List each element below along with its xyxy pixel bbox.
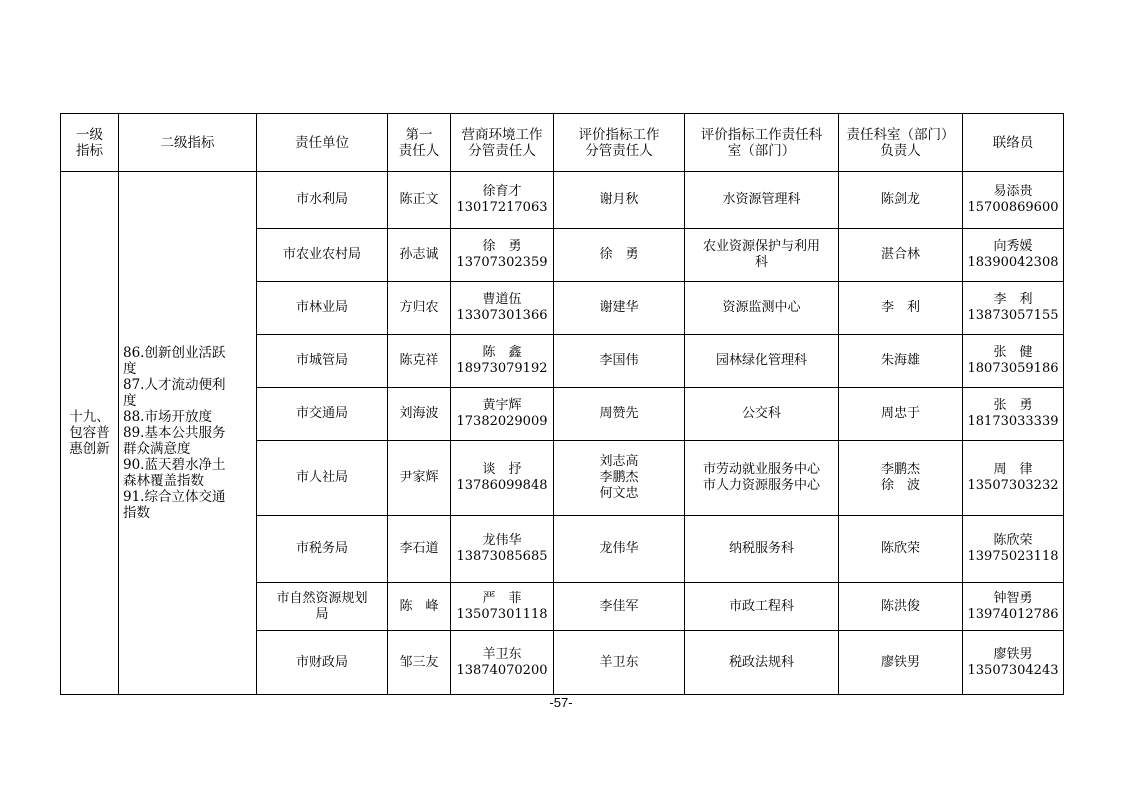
cell-line: 陈欣荣 [993,533,1033,548]
cell-line: 13874070200 [456,662,548,678]
header-eval-lead [554,114,685,172]
cell-line: 李鹏杰 [880,462,920,477]
cell-line: 陈克祥 [399,353,439,368]
cell-line: 湛合林 [880,247,920,262]
cell-line: 刘志高 [599,454,639,469]
cell-line: 91.综合立体交通 [123,489,226,505]
header-eval-dept [685,114,839,172]
cell-line: 度 [123,393,137,409]
cell-dept-head [839,229,963,282]
cell-line: 18973079192 [456,361,548,376]
cell-line: 二级指标 [160,134,215,151]
cell-line: 87.人才流动便利 [123,377,226,393]
cell-line: 市劳动就业服务中心 [702,462,820,477]
cell-biz-env-lead [451,441,554,516]
cell-line: 徐育才 [482,184,522,199]
cell-unit [257,631,388,695]
cell-line: 市自然资源规划 [276,590,368,606]
cell-eval-lead [554,172,685,229]
cell-dept-head [839,335,963,388]
cell-biz-env-lead [451,516,554,583]
cell-eval-dept [685,282,839,335]
cell-unit [257,441,388,516]
cell-liaison [963,229,1064,282]
cell-line: 市人社局 [295,470,348,485]
cell-line: 18390042308 [967,255,1059,270]
cell-unit [257,282,388,335]
cell-unit [257,516,388,583]
cell-dept-head [839,631,963,695]
cell-line: 市城管局 [295,353,348,368]
cell-line: 13307301366 [456,308,548,323]
cell-line: 市人力资源服务中心 [702,478,820,493]
cell-line: 市政工程科 [728,598,794,614]
cell-line: 刘海波 [399,406,439,421]
cell-line: 13974012786 [967,606,1059,622]
cell-line: 谢建华 [599,300,639,315]
cell-unit [257,335,388,388]
cell-line: 评价指标工作责任科 [700,126,823,143]
cell-line: 度 [123,361,137,377]
cell-line: 联络员 [992,134,1034,151]
cell-biz-env-lead [451,631,554,695]
cell-line: 黄宇辉 [482,398,522,413]
cell-eval-lead [554,282,685,335]
page-number: -57- [549,695,573,710]
cell-line: 市农业农村局 [282,247,361,262]
cell-line: 森林覆盖指数 [123,473,204,489]
cell-line: 钟智勇 [993,590,1033,606]
cell-line: 指数 [123,505,150,521]
cell-dept-head [839,516,963,583]
cell-first-responsible [388,631,451,695]
cell-line: 分管责任人 [468,142,536,159]
cell-first-responsible [388,441,451,516]
cell-biz-env-lead [451,335,554,388]
cell-line: 市财政局 [295,654,348,670]
cell-eval-lead [554,583,685,631]
cell-line: 90.蓝天碧水净土 [123,457,226,473]
cell-line: 局 [315,606,329,622]
cell-liaison [963,172,1064,229]
table-row [61,172,1064,229]
cell-line: 13707302359 [456,255,548,270]
cell-liaison [963,516,1064,583]
cell-line: 李鹏杰 [599,470,639,485]
cell-line: 陈正文 [399,192,439,207]
cell-line: 谈 抒 [482,462,522,477]
cell-line: 13507303232 [967,478,1059,493]
cell-line: 何文忠 [599,486,639,501]
cell-liaison [963,335,1064,388]
cell-first-responsible [388,172,451,229]
cell-liaison [963,631,1064,695]
cell-unit [257,388,388,441]
cell-line: 一级 [76,126,103,143]
cell-first-responsible [388,282,451,335]
cell-line: 惠创新 [69,441,110,457]
cell-liaison [963,388,1064,441]
cell-dept-head [839,388,963,441]
cell-line: 责任科室（部门） [846,126,955,143]
cell-eval-dept [685,172,839,229]
cell-line: 88.市场开放度 [123,409,212,425]
cell-line: 13786099848 [456,478,548,493]
cell-line: 徐 勇 [599,247,639,262]
cell-first-responsible [388,583,451,631]
cell-line: 李国伟 [599,353,639,368]
cell-level2-indicators [119,172,257,695]
header-level1 [61,114,119,172]
cell-line: 13017217063 [456,200,548,215]
cell-eval-lead [554,631,685,695]
cell-biz-env-lead [451,388,554,441]
cell-line: 18173033339 [967,414,1059,429]
header-first-responsible [388,114,451,172]
cell-line: 易添贵 [993,184,1033,199]
cell-dept-head [839,583,963,631]
cell-line: 廖铁男 [993,646,1033,662]
cell-line: 陈剑龙 [880,192,920,207]
cell-unit [257,583,388,631]
cell-line: 朱海雄 [880,353,920,368]
header-dept-head [839,114,963,172]
cell-line: 张 健 [993,345,1033,360]
cell-line: 18073059186 [967,361,1059,376]
cell-line: 陈 鑫 [482,345,522,360]
cell-line: 水资源管理科 [722,192,801,207]
cell-eval-dept [685,441,839,516]
cell-line: 周 律 [993,462,1033,477]
cell-line: 责任单位 [295,134,349,151]
cell-line: 包容普 [69,425,110,441]
cell-line: 农业资源保护与利用 [702,239,820,254]
cell-line: 13873085685 [456,549,548,564]
cell-eval-dept [685,631,839,695]
cell-first-responsible [388,229,451,282]
cell-line: 13507304243 [967,662,1059,678]
cell-line: 羊卫东 [599,654,639,670]
cell-eval-lead [554,335,685,388]
cell-line: 评价指标工作 [578,126,660,143]
cell-eval-dept [685,388,839,441]
cell-line: 13507301118 [456,606,548,622]
cell-line: 孙志诚 [399,247,439,262]
cell-level1-indicator [61,172,119,695]
cell-line: 指标 [76,142,103,159]
cell-line: 13975023118 [967,549,1059,564]
cell-biz-env-lead [451,172,554,229]
cell-line: 谢月秋 [599,192,639,207]
cell-biz-env-lead [451,583,554,631]
cell-line: 曹道伍 [482,292,522,307]
cell-first-responsible [388,335,451,388]
cell-line: 李石道 [399,541,439,556]
cell-line: 廖铁男 [880,654,920,670]
responsibility-table [60,113,1064,695]
cell-line: 李 利 [993,292,1033,307]
cell-line: 方归农 [399,300,439,315]
cell-line: 科 [754,255,768,270]
cell-line: 市交通局 [295,406,348,421]
cell-line: 纳税服务科 [728,541,794,556]
cell-dept-head [839,282,963,335]
header-level2 [119,114,257,172]
cell-line: 园林绿化管理科 [715,353,807,368]
cell-line: 十九、 [69,409,110,425]
cell-line: 15700869600 [967,200,1059,215]
cell-line: 龙伟华 [482,533,522,548]
cell-line: 市水利局 [295,192,348,207]
cell-liaison [963,441,1064,516]
cell-eval-dept [685,583,839,631]
cell-line: 税政法规科 [728,654,794,670]
cell-line: 周忠于 [880,406,920,421]
cell-eval-dept [685,335,839,388]
cell-line: 市税务局 [295,541,348,556]
cell-eval-lead [554,229,685,282]
cell-eval-dept [685,229,839,282]
cell-line: 周赞先 [599,406,639,421]
cell-eval-dept [685,516,839,583]
cell-line: 严 菲 [482,590,522,606]
cell-line: 邹三友 [399,654,439,670]
cell-line: 张 勇 [993,398,1033,413]
cell-eval-lead [554,441,685,516]
cell-line: 86.创新创业活跃 [123,345,226,361]
cell-line: 羊卫东 [482,646,522,662]
cell-line: 尹家辉 [399,470,439,485]
cell-line: 资源监测中心 [722,300,801,315]
header-biz-env-lead [451,114,554,172]
cell-dept-head [839,441,963,516]
cell-line: 13873057155 [967,308,1059,323]
cell-eval-lead [554,388,685,441]
cell-line: 公交科 [741,406,781,421]
cell-first-responsible [388,388,451,441]
cell-line: 陈欣荣 [880,541,920,556]
cell-liaison [963,583,1064,631]
cell-line: 营商环境工作 [461,126,543,143]
header-unit [257,114,388,172]
cell-line: 群众满意度 [123,441,191,457]
cell-line: 市林业局 [295,300,348,315]
cell-line: 陈 峰 [399,598,439,614]
cell-line: 负责人 [880,142,921,159]
cell-line: 89.基本公共服务 [123,425,226,441]
cell-line: 徐 勇 [482,239,522,254]
cell-line: 第一 [405,126,433,143]
cell-first-responsible [388,516,451,583]
cell-line: 陈洪俊 [880,598,920,614]
header-liaison [963,114,1064,172]
cell-biz-env-lead [451,229,554,282]
cell-line: 17382029009 [456,414,548,429]
cell-line: 徐 波 [880,478,920,493]
cell-line: 向秀媛 [993,239,1033,254]
cell-unit [257,229,388,282]
cell-dept-head [839,172,963,229]
table-body [61,172,1064,695]
cell-liaison [963,282,1064,335]
cell-line: 室（部门） [727,142,796,159]
header-row [61,114,1064,172]
cell-eval-lead [554,516,685,583]
cell-line: 李佳军 [599,598,639,614]
cell-line: 责任人 [398,142,440,159]
cell-line: 李 利 [880,300,920,315]
cell-line: 龙伟华 [599,541,639,556]
cell-biz-env-lead [451,282,554,335]
cell-line: 分管责任人 [585,142,653,159]
cell-unit [257,172,388,229]
